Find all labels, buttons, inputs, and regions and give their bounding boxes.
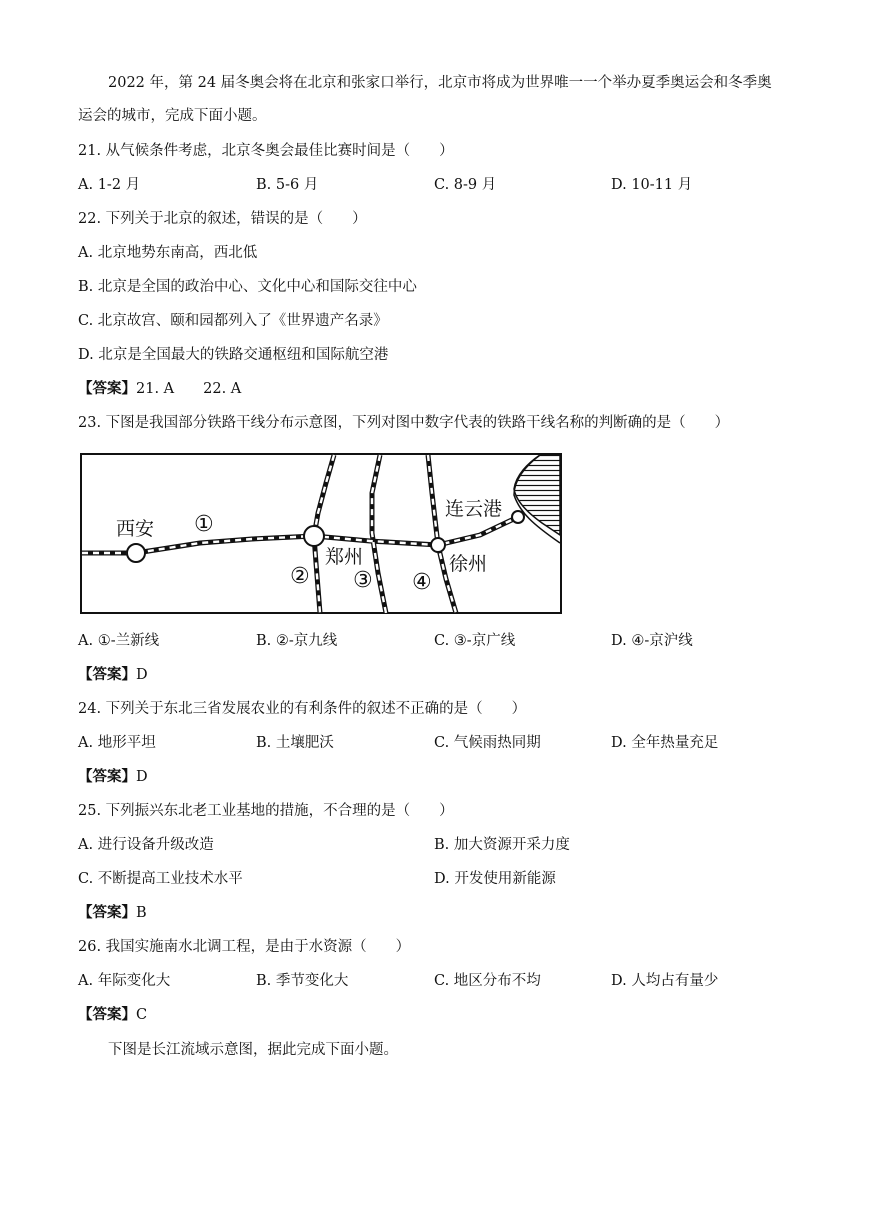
label-xian: 西安 bbox=[116, 518, 155, 540]
answer-26 bbox=[78, 1005, 147, 1025]
answer-text: C bbox=[136, 1007, 148, 1023]
q25-option-d: D. 开发使用新能源 bbox=[434, 871, 556, 887]
q25-option-a: A. 进行设备升级改造 bbox=[78, 837, 214, 853]
q23-option-d: D. ④-京沪线 bbox=[611, 633, 693, 649]
q21-option-d: D. 10-11 月 bbox=[611, 177, 693, 193]
q24-option-b: B. 土壤肥沃 bbox=[256, 735, 334, 751]
q21-option-b: B. 5-6 月 bbox=[256, 177, 319, 193]
city-xian-marker bbox=[127, 544, 145, 562]
q26-stem: 26. 我国实施南水北调工程，是由于水资源（ ） bbox=[78, 939, 411, 955]
outro-line: 下图是长江流域示意图，据此完成下面小题。 bbox=[108, 1042, 398, 1058]
label-rail-1: ① bbox=[194, 512, 214, 537]
label-rail-3: ③ bbox=[353, 568, 373, 593]
intro-line-2: 运会的城市，完成下面小题。 bbox=[78, 108, 267, 124]
q22-option-c: C. 北京故宫、颐和园都列入了《世界遗产名录》 bbox=[78, 313, 388, 329]
q26-option-c: C. 地区分布不均 bbox=[434, 973, 541, 989]
q24-stem: 24. 下列关于东北三省发展农业的有利条件的叙述不正确的是（ ） bbox=[78, 701, 527, 717]
q22-stem: 22. 下列关于北京的叙述，错误的是（ ） bbox=[78, 211, 367, 227]
intro-line-1: 2022 年，第 24 届冬奥会将在北京和张家口举行，北京市将成为世界唯一一个举办夏季奥运会和冬季奥 bbox=[108, 75, 772, 91]
answer-label: 【答案】 bbox=[78, 666, 136, 683]
answer-24 bbox=[78, 767, 148, 787]
q21-option-c: C. 8-9 月 bbox=[434, 177, 497, 193]
q21-stem: 21. 从气候条件考虑，北京冬奥会最佳比赛时间是（ ） bbox=[78, 143, 454, 159]
answer-label: 【答案】 bbox=[78, 904, 136, 921]
answer-text: D bbox=[136, 667, 148, 683]
q23-option-a: A. ①-兰新线 bbox=[78, 633, 160, 649]
answer-label: 【答案】 bbox=[78, 1006, 136, 1023]
answer-25 bbox=[78, 903, 147, 923]
answer-23 bbox=[78, 665, 148, 685]
answer-label: 【答案】 bbox=[78, 768, 136, 785]
city-xuzhou-marker bbox=[431, 538, 445, 552]
q26-option-a: A. 年际变化大 bbox=[78, 973, 171, 989]
city-zhengzhou-marker bbox=[304, 526, 324, 546]
q26-option-b: B. 季节变化大 bbox=[256, 973, 349, 989]
label-rail-2: ② bbox=[290, 564, 310, 589]
q26-option-d: D. 人均占有量少 bbox=[611, 973, 719, 989]
answer-label: 【答案】 bbox=[78, 380, 136, 397]
city-lianyungang-marker bbox=[512, 511, 524, 523]
answer-text: D bbox=[136, 769, 148, 785]
answer-21-22 bbox=[78, 379, 241, 399]
q22-option-b: B. 北京是全国的政治中心、文化中心和国际交往中心 bbox=[78, 279, 417, 295]
q21-option-a: A. 1-2 月 bbox=[78, 177, 141, 193]
railway-map bbox=[80, 453, 562, 614]
answer-text: 21. A 22. A bbox=[136, 381, 242, 397]
q22-option-d: D. 北京是全国最大的铁路交通枢纽和国际航空港 bbox=[78, 347, 389, 363]
label-xuzhou: 徐州 bbox=[449, 553, 488, 575]
q23-option-c: C. ③-京广线 bbox=[434, 633, 516, 649]
q23-stem: 23. 下图是我国部分铁路干线分布示意图，下列对图中数字代表的铁路干线名称的判断确的是（ ） bbox=[78, 415, 730, 431]
label-rail-4: ④ bbox=[412, 570, 432, 595]
q24-option-a: A. 地形平坦 bbox=[78, 735, 156, 751]
answer-text: B bbox=[136, 905, 147, 921]
q25-option-b: B. 加大资源开采力度 bbox=[434, 837, 570, 853]
q25-option-c: C. 不断提高工业技术水平 bbox=[78, 871, 243, 887]
q24-option-d: D. 全年热量充足 bbox=[611, 735, 719, 751]
label-zhengzhou: 郑州 bbox=[325, 546, 364, 568]
q24-option-c: C. 气候雨热同期 bbox=[434, 735, 541, 751]
label-lianyungang: 连云港 bbox=[445, 498, 503, 520]
q25-stem: 25. 下列振兴东北老工业基地的措施，不合理的是（ ） bbox=[78, 803, 454, 819]
q23-option-b: B. ②-京九线 bbox=[256, 633, 338, 649]
q22-option-a: A. 北京地势东南高，西北低 bbox=[78, 245, 258, 261]
